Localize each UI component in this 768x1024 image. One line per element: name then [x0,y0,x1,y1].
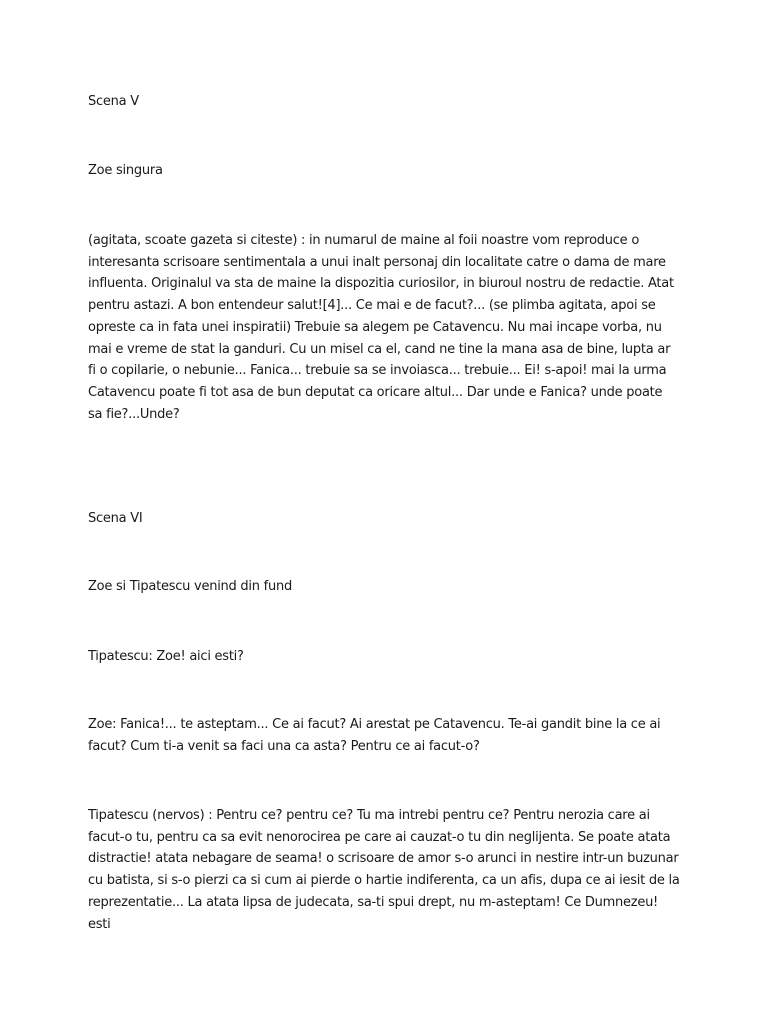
scene-heading: Scena VI [88,511,143,526]
scene-characters: Zoe singura [88,163,163,178]
monologue-paragraph: (agitata, scoate gazeta si citeste) : in numarul de maine al foii noastre vom reproduce o interesanta scrisoare sentimentala a unui inalt personaj din localitate catre o dama de mare influenta. Originalul va sta de maine la dispozitia curiosilor, in biuroul nostru de redactie. Atat pentru astazi. A bon entendeur salut![4]... Ce mai e de facut?... (se plimba agitata, apoi se opreste ca in fata unei inspiratii) Trebuie sa alegem pe Catavencu. Nu mai incape vorba, nu mai e vreme de stat la ganduri. Cu un misel ca el, cand ne tine la mana asa de bine, lupta ar fi o copilarie, o nebunie... Fanica... trebuie sa se invoiasca... trebuie... Ei! s-apoi! mai la urma Catavencu poate fi tot asa de bun deputat ca oricare altul... Dar unde e Fanica? unde poate sa fie?...Unde? [88,233,674,422]
scene-characters: Zoe si Tipatescu venind din fund [88,579,292,594]
scene-heading: Scena V [88,94,139,109]
dialogue-line: Tipatescu: Zoe! aici esti? [88,649,244,664]
dialogue-paragraph: Tipatescu (nervos) : Pentru ce? pentru ce? Tu ma intrebi pentru ce? Pentru nerozia care ai facut-o tu, pentru ca sa evit nenorocirea pe care ai cauzat-o tu din neglijenta. Se poate atata distractie! atata nebagare de seama! o scrisoare de amor s-o arunci in nestire intr-un buzunar cu batista, si s-o pierzi ca si cum ai pierde o hartie indiferenta, ca un afis, dupa ce ai iesit de la reprezentatie... La atata lipsa de judecata, sa-ti spui drept, nu m-asteptam! Ce Dumnezeu! esti [88,808,680,932]
dialogue-paragraph: Zoe: Fanica!... te asteptam... Ce ai facut? Ai arestat pe Catavencu. Te-ai gandit bine la ce ai facut? Cum ti-a venit sa faci una ca asta? Pentru ce ai facut-o? [88,717,661,754]
